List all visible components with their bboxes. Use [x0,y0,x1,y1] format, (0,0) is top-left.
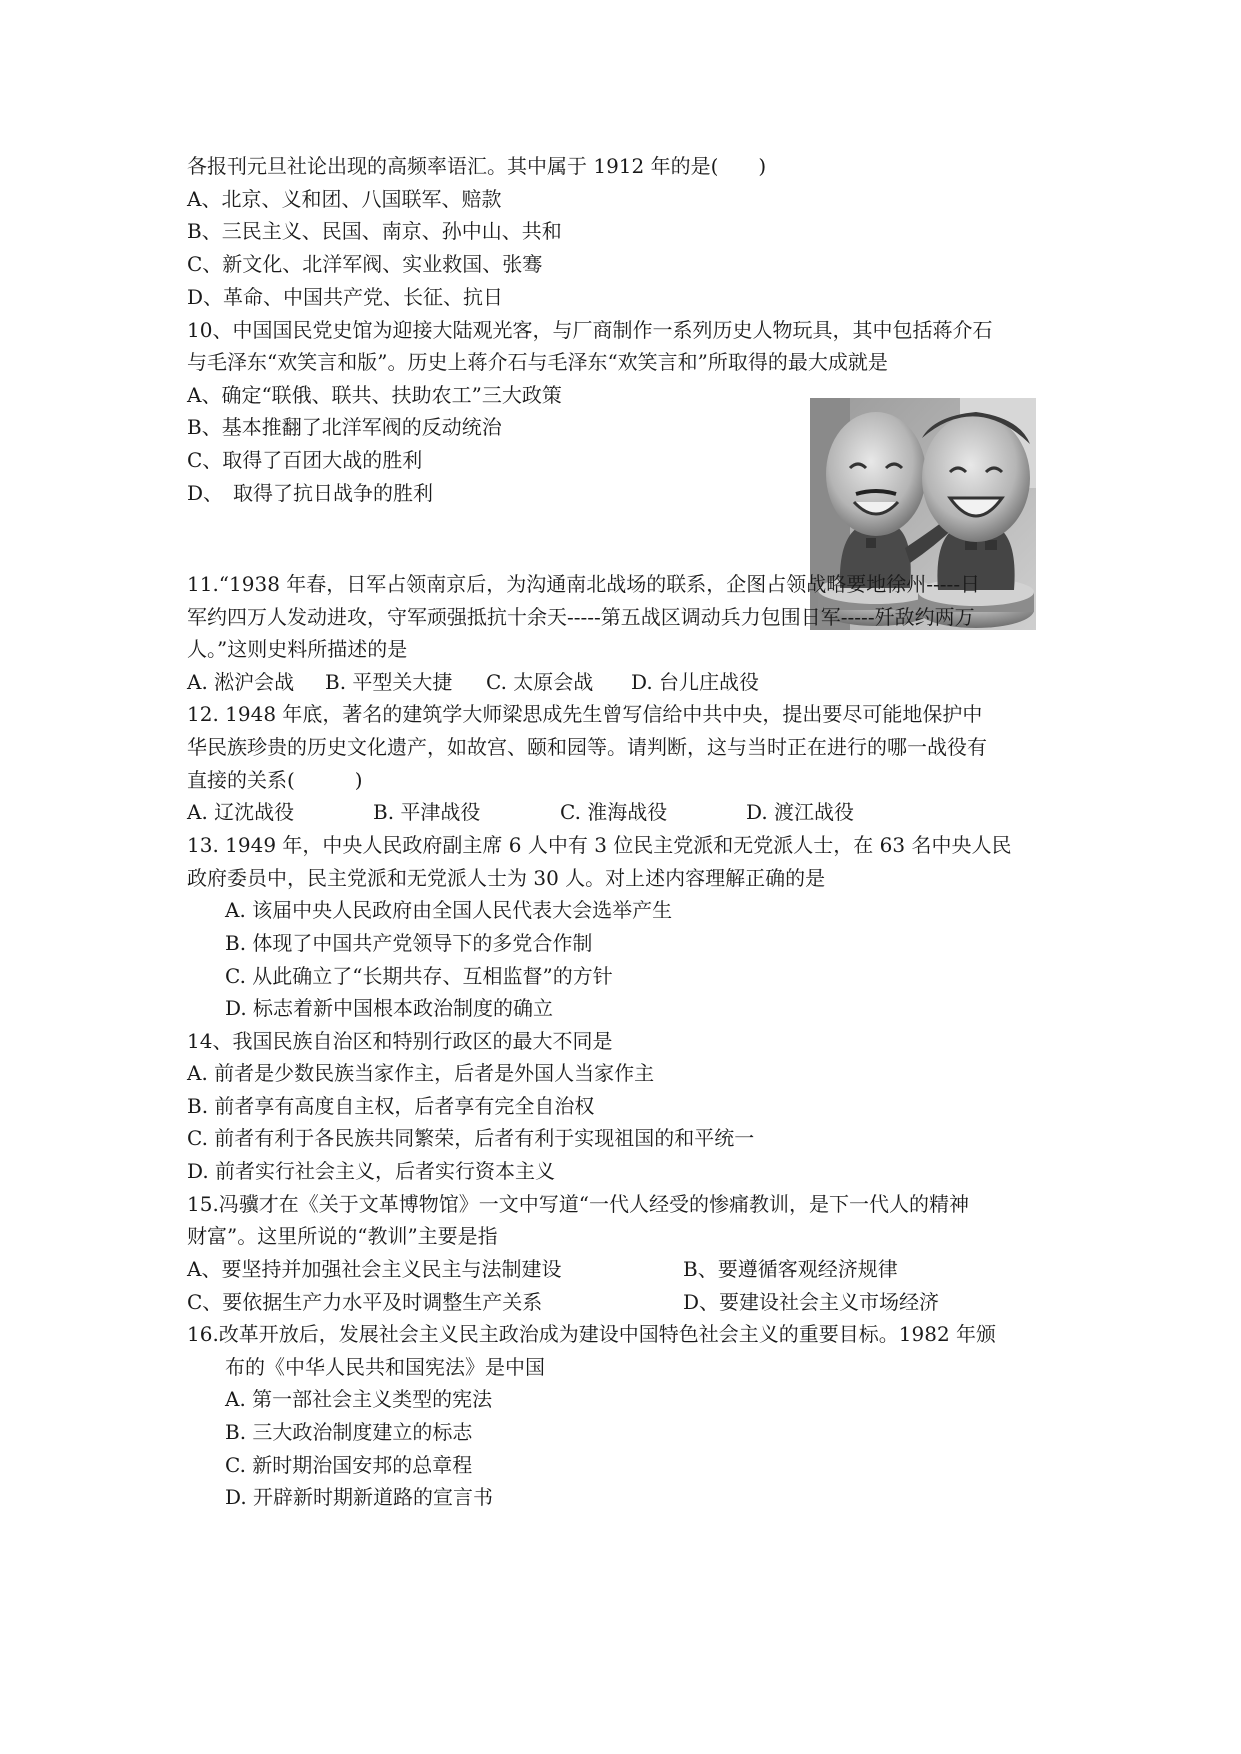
q13-option-c: C. 从此确立了“长期共存、互相监督”的方针 [225,964,613,988]
q9-option-a: A、北京、义和团、八国联军、赔款 [187,187,502,211]
q16-stem-line1: 16.改革开放后，发展社会主义民主政治成为建设中国特色社会主义的重要目标。1982 年颁 [187,1322,997,1346]
q10-option-b: B、基本推翻了北洋军阀的反动统治 [187,415,502,439]
q11-option-d: D. 台儿庄战役 [631,670,760,694]
q10-option-d: D、 取得了抗日战争的胜利 [187,481,434,505]
q9-option-c: C、新文化、北洋军阀、实业救国、张骞 [187,252,543,276]
q15-option-d: D、要建设社会主义市场经济 [683,1290,940,1314]
q9-option-d: D、革命、中国共产党、长征、抗日 [187,285,504,309]
q9-option-b: B、三民主义、民国、南京、孙中山、共和 [187,219,562,243]
q11-stem-line3: 人。”这则史料所描述的是 [187,637,408,661]
q12-option-d: D. 渡江战役 [746,800,855,824]
q15-stem-line2: 财富”。这里所说的“教训”主要是指 [187,1224,498,1248]
q16-option-b: B. 三大政治制度建立的标志 [225,1420,473,1444]
q14-option-b: B. 前者享有高度自主权，后者享有完全自治权 [187,1094,595,1118]
q13-option-d: D. 标志着新中国根本政治制度的确立 [225,996,554,1020]
q14-option-c: C. 前者有利于各民族共同繁荣，后者有利于实现祖国的和平统一 [187,1126,755,1150]
q14-option-d: D. 前者实行社会主义，后者实行资本主义 [187,1159,556,1183]
q14-option-a: A. 前者是少数民族当家作主，后者是外国人当家作主 [187,1061,655,1085]
q13-stem-line1: 13. 1949 年，中央人民政府副主席 6 人中有 3 位民主党派和无党派人士，在 63 名中央人民 [187,833,1012,857]
q12-stem-line1: 12. 1948 年底，著名的建筑学大师梁思成先生曾写信给中共中央，提出要尽可能地保护中 [187,702,983,726]
q10-option-c: C、取得了百团大战的胜利 [187,448,423,472]
q11-stem-line1: 11.“1938 年春，日军占领南京后，为沟通南北战场的联系，企图占领战略要地徐州-----日 [187,572,981,596]
q15-stem-line1: 15.冯骥才在《关于文革博物馆》一文中写道“一代人经受的惨痛教训，是下一代人的精神 [187,1192,970,1216]
q13-option-a: A. 该届中央人民政府由全国人民代表大会选举产生 [225,898,673,922]
q15-option-a: A、要坚持并加强社会主义民主与法制建设 [187,1257,562,1281]
q16-option-a: A. 第一部社会主义类型的宪法 [225,1387,493,1411]
q12-stem-line2: 华民族珍贵的历史文化遗产，如故宫、颐和园等。请判断，这与当时正在进行的哪一战役有 [187,735,987,759]
q12-option-c: C. 淮海战役 [560,800,668,824]
q16-option-d: D. 开辟新时期新道路的宣言书 [225,1485,494,1509]
q11-option-a: A. 淞沪会战 [187,670,295,694]
q10-stem-line2: 与毛泽东“欢笑言和版”。历史上蒋介石与毛泽东“欢笑言和”所取得的最大成就是 [187,350,888,374]
q13-stem-line2: 政府委员中，民主党派和无党派人士为 30 人。对上述内容理解正确的是 [187,866,826,890]
q12-option-a: A. 辽沈战役 [187,800,295,824]
q16-stem-line2: 布的《中华人民共和国宪法》是中国 [225,1355,545,1379]
q15-option-c: C、要依据生产力水平及时调整生产关系 [187,1290,543,1314]
q13-option-b: B. 体现了中国共产党领导下的多党合作制 [225,931,593,955]
q10-option-a: A、确定“联俄、联共、扶助农工”三大政策 [187,383,562,407]
q16-option-c: C. 新时期治国安邦的总章程 [225,1453,473,1477]
q14-stem: 14、我国民族自治区和特别行政区的最大不同是 [187,1029,613,1053]
q9-stem: 各报刊元旦社论出现的高频率语汇。其中属于 1912 年的是( ) [187,154,767,178]
q11-option-b: B. 平型关大捷 [325,670,453,694]
q10-stem-line1: 10、中国国民党史馆为迎接大陆观光客，与厂商制作一系列历史人物玩具，其中包括蒋介石 [187,318,993,342]
q11-option-c: C. 太原会战 [486,670,594,694]
q12-stem-line3: 直接的关系( ) [187,768,363,792]
q11-stem-line2: 军约四万人发动进攻，守军顽强抵抗十余天-----第五战区调动兵力包围日军-----歼敌约两万 [187,605,975,629]
q15-option-b: B、要遵循客观经济规律 [683,1257,898,1281]
q12-option-b: B. 平津战役 [373,800,481,824]
